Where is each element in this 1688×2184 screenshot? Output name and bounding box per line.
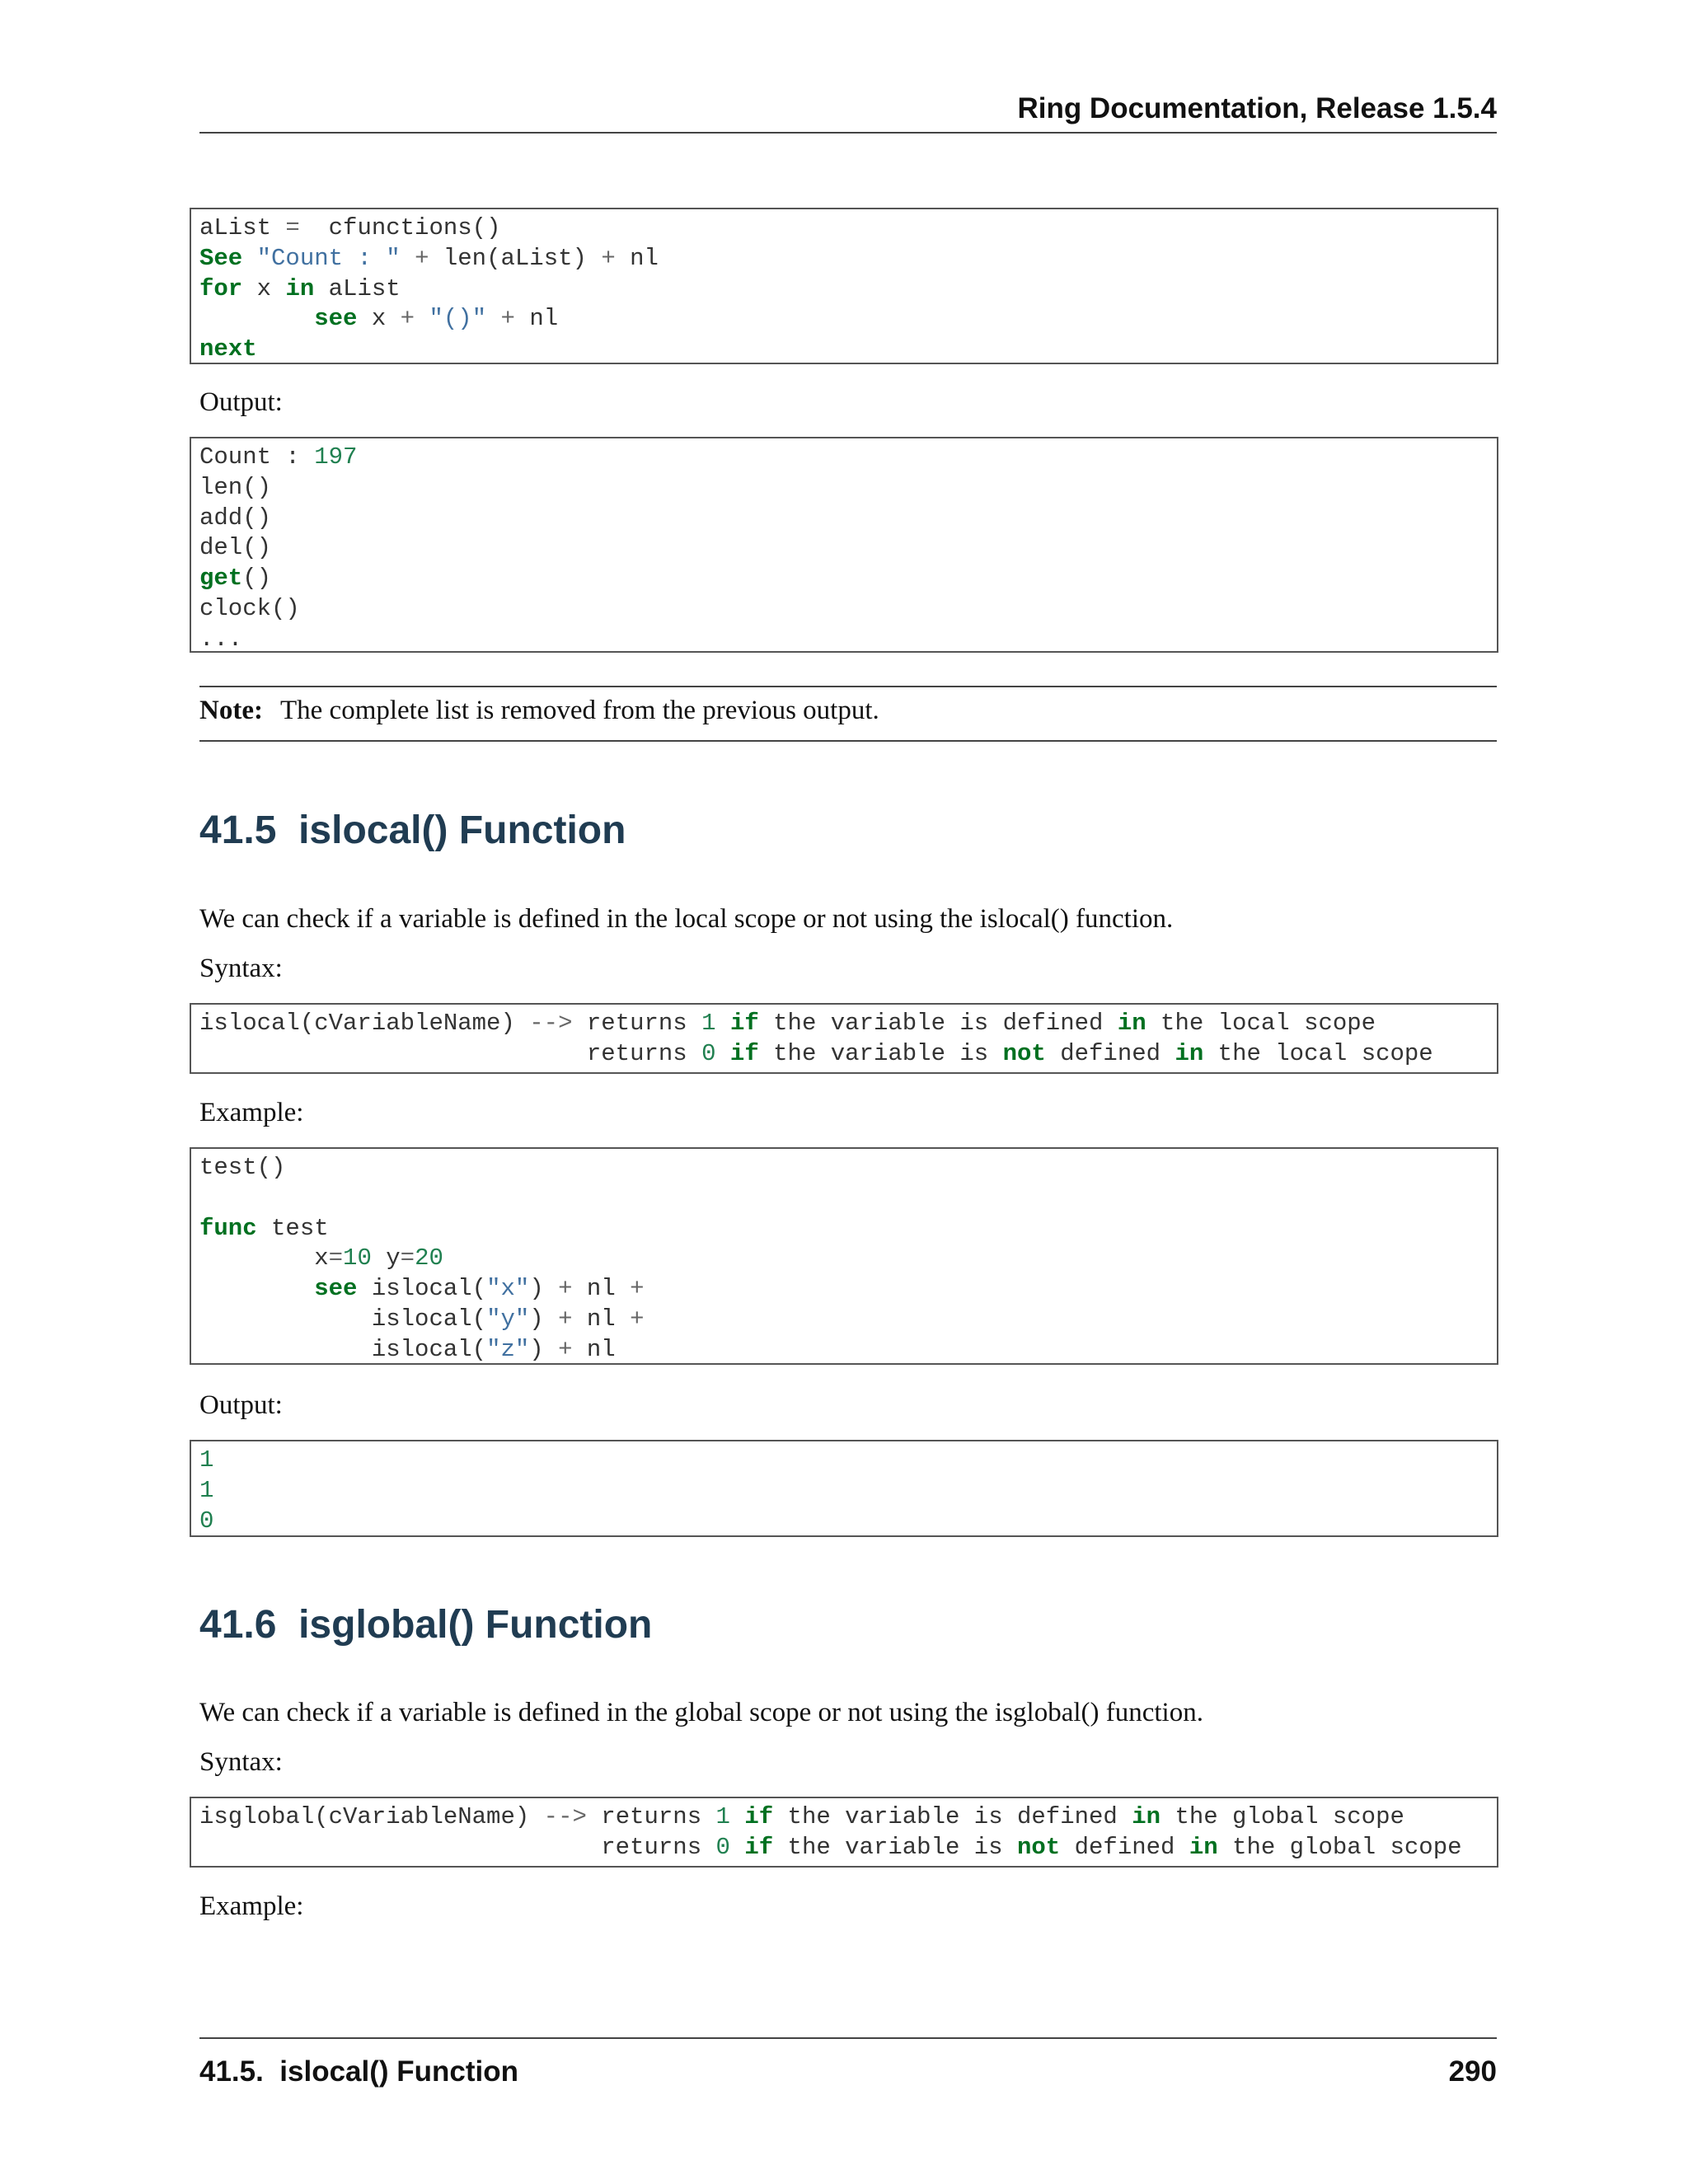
example-block-islocal (190, 1147, 1498, 1365)
output-line: 1 (199, 1446, 214, 1474)
section-title: isglobal() Function (298, 1603, 653, 1647)
code-line: returns 0 if the variable is not defined in the local scope (199, 1039, 1433, 1067)
code-block-cfunctions (190, 208, 1498, 364)
example-label: Example: (199, 1098, 304, 1127)
example-label: Example: (199, 1891, 304, 1921)
code-line: see x + "()" + nl (314, 305, 559, 333)
note-label: Note: (199, 696, 263, 725)
output-line: len() (199, 473, 272, 501)
code-line: See "Count : " + len(aList) + nl (199, 244, 659, 272)
note-text: The complete list is removed from the previous output. (280, 696, 879, 725)
output-line: clock() (199, 594, 300, 622)
section-heading-isglobal (199, 1602, 652, 1647)
output-line: Count : 197 (199, 443, 358, 471)
code-line: returns 0 if the variable is not defined in the global scope (199, 1833, 1462, 1861)
output-line: 1 (199, 1476, 214, 1504)
code-line: x=10 y=20 (199, 1244, 443, 1272)
section-description: We can check if a variable is defined in the local scope or not using the islocal() function. (199, 904, 1174, 934)
code-line: func test (199, 1214, 329, 1242)
output-block-islocal (190, 1440, 1498, 1537)
code-line: islocal("y") + nl + (199, 1305, 645, 1333)
output-label: Output: (199, 387, 283, 417)
output-line: 0 (199, 1507, 214, 1535)
footer-section-title: 41.5. islocal() Function (199, 2055, 519, 2088)
syntax-block-islocal (190, 1003, 1498, 1074)
section-number: 41.6 (199, 1603, 277, 1647)
code-line: islocal(cVariableName) --> returns 1 if the variable is defined in the local scope (199, 1010, 1376, 1037)
page-footer (199, 2037, 1497, 2088)
code-line: islocal("z") + nl (199, 1335, 616, 1363)
output-label: Output: (199, 1390, 283, 1420)
header-title: Ring Documentation, Release 1.5.4 (1017, 92, 1497, 124)
output-line: get() (199, 565, 272, 593)
note-admonition (199, 686, 1497, 742)
output-line: ... (199, 625, 243, 653)
code-line: isglobal(cVariableName) --> returns 1 if the variable is defined in the global scope (199, 1803, 1404, 1830)
code-line: test() (199, 1154, 286, 1181)
output-block-cfunctions (190, 437, 1498, 653)
code-line: for x in aList (199, 274, 401, 302)
syntax-label: Syntax: (199, 1747, 283, 1777)
page-header (199, 91, 1497, 134)
code-line: aList = cfunctions() (199, 214, 501, 241)
section-title: islocal() Function (298, 808, 626, 852)
code-line: next (199, 335, 257, 363)
output-line: add() (199, 504, 272, 532)
code-line (199, 1183, 1489, 1214)
page-number: 290 (1448, 2055, 1497, 2088)
syntax-label: Syntax: (199, 954, 283, 983)
section-description: We can check if a variable is defined in the global scope or not using the isglobal() function. (199, 1698, 1203, 1727)
output-line: del() (199, 534, 272, 562)
code-line: see islocal("x") + nl + (314, 1275, 645, 1303)
syntax-block-isglobal (190, 1797, 1498, 1868)
section-heading-islocal (199, 808, 626, 853)
section-number: 41.5 (199, 808, 277, 852)
